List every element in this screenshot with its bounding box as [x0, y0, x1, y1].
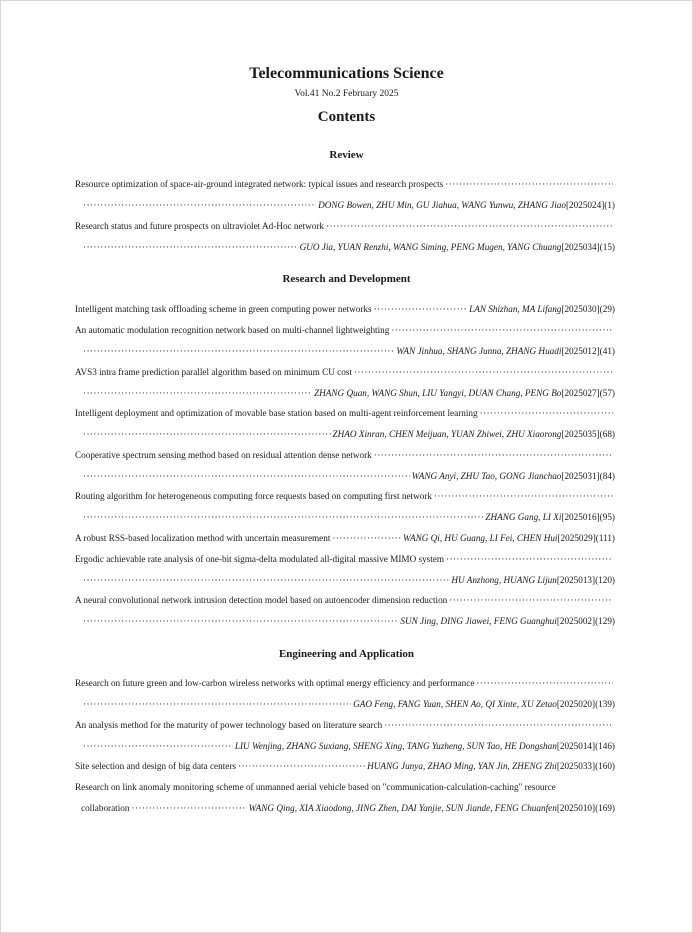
dot-leader [131, 802, 246, 814]
toc-entry[interactable] [75, 719, 615, 761]
dot-leader [83, 387, 312, 399]
entry-title[interactable]: Cooperative spectrum sensing method based on residual attention dense network [75, 450, 372, 460]
toc-entry[interactable] [75, 324, 615, 366]
dot-leader [374, 303, 468, 315]
entry-code: [2025012](41) [561, 346, 615, 356]
toc-entry[interactable] [75, 553, 615, 595]
entry-title[interactable]: An automatic modulation recognition network based on multi-channel lightweighting [75, 325, 390, 335]
entry-code: [2025020](139) [556, 699, 615, 709]
entry-authors: HUANG Junya, ZHAO Ming, YAN Jin, ZHENG Zhi [367, 761, 557, 771]
dot-leader [238, 760, 365, 772]
entry-code: [2025031](84) [561, 471, 615, 481]
toc-entry[interactable] [75, 594, 615, 636]
toc-entry[interactable] [75, 490, 615, 532]
toc-entry[interactable] [75, 407, 615, 449]
entry-authors: LIU Wenjing, ZHANG Suxiang, SHENG Xing, TANG Yuzheng, SUN Tao, HE Dongshan [234, 741, 557, 751]
dot-leader [83, 345, 394, 357]
entry-authors: GUO Jia, YUAN Renzhi, WANG Siming, PENG Mugen, YANG Chuang [299, 242, 562, 252]
entry-code: [2025002](129) [556, 616, 615, 626]
entry-title[interactable]: Resource optimization of space-air-ground integrated network: typical issues and research prospects [75, 179, 444, 189]
entry-title[interactable]: Research on future green and low-carbon wireless networks with optimal energy efficiency and performance [75, 678, 475, 688]
entry-title[interactable]: AVS3 intra frame prediction parallel algorithm based on minimum CU cost [75, 367, 352, 377]
dot-leader [384, 719, 613, 731]
toc-entry[interactable] [75, 220, 615, 262]
dot-leader [83, 428, 331, 440]
toc-entry[interactable] [75, 178, 615, 220]
dot-leader [480, 407, 613, 419]
dot-leader [326, 220, 613, 232]
entry-code: [2025013](120) [556, 575, 615, 585]
dot-leader [83, 615, 398, 627]
toc-entry[interactable] [75, 532, 615, 553]
dot-leader [354, 366, 613, 378]
entry-title[interactable]: Intelligent deployment and optimization of movable base station based on multi-agent reinforcement learning [75, 408, 478, 418]
toc-entry[interactable] [75, 760, 615, 781]
entry-title[interactable]: Research status and future prospects on ultraviolet Ad-Hoc network [75, 221, 325, 231]
entry-authors: ZHANG Gang, LI Xi [485, 512, 562, 522]
entry-title[interactable]: Routing algorithm for heterogeneous computing force requests based on computing first network [75, 491, 432, 501]
dot-leader [374, 449, 613, 461]
contents-title: Contents [317, 109, 376, 125]
entry-title[interactable]: A neural convolutional network intrusion detection model based on autoencoder dimension reduction [75, 595, 448, 605]
dot-leader [445, 178, 613, 190]
section-heading-engineering-application: Engineering and Application [278, 648, 415, 660]
entry-title-line1[interactable]: Research on link anomaly monitoring scheme of unmanned aerial vehicle based on "communication-calculation-caching" resource [75, 782, 556, 792]
entry-code: [2025029](111) [557, 533, 615, 543]
entry-code: [2025014](146) [556, 741, 615, 751]
toc-entry[interactable] [75, 449, 615, 491]
entry-authors: ZHAO Xinran, CHEN Meijuan, YUAN Zhiwei, ZHU Xiaorong [332, 429, 562, 439]
entry-title[interactable]: Site selection and design of big data centers [75, 761, 236, 771]
dot-leader [449, 594, 613, 606]
dot-leader [391, 324, 613, 336]
entry-title[interactable]: A robust RSS-based localization method with uncertain measurement [75, 533, 331, 543]
dot-leader [434, 490, 613, 502]
dot-leader [83, 698, 351, 710]
entry-code: [2025034](15) [561, 242, 615, 252]
entry-authors: HU Anzhong, HUANG Lijun [451, 575, 557, 585]
dot-leader [332, 532, 401, 544]
dot-leader [83, 740, 233, 752]
entry-authors: WANG Anyi, ZHU Tao, GONG Jianchao [411, 471, 562, 481]
dot-leader [83, 241, 298, 253]
dot-leader [83, 470, 410, 482]
entry-title[interactable]: An analysis method for the maturity of power technology based on literature search [75, 720, 383, 730]
entry-title[interactable]: Ergodic achievable rate analysis of one-bit sigma-delta modulated all-digital massive MIMO system [75, 554, 445, 564]
dot-leader [476, 677, 613, 689]
journal-title: Telecommunications Science [249, 65, 444, 82]
toc-entry[interactable] [75, 366, 615, 408]
entry-title-line2[interactable]: collaboration [81, 803, 130, 813]
dot-leader [446, 553, 613, 565]
dot-leader [83, 574, 449, 586]
entry-code: [2025035](68) [561, 429, 615, 439]
toc-entry[interactable] [75, 303, 615, 324]
entry-title[interactable]: Intelligent matching task offloading scheme in green computing power networks [75, 304, 372, 314]
entry-authors: WANG Qing, XIA Xiaodong, JING Zhen, DAI Yanjie, SUN Jiande, FENG Chuanfen [248, 803, 557, 813]
entry-code: [2025024](1) [566, 200, 615, 210]
entry-authors: WAN Jinhua, SHANG Junna, ZHANG Huadi [396, 346, 562, 356]
dot-leader [83, 199, 316, 211]
entry-code: [2025033](160) [556, 761, 615, 771]
entry-authors: WANG Qi, HU Guang, LI Fei, CHEN Hui [402, 533, 558, 543]
entry-authors: ZHANG Quan, WANG Shun, LIU Yangyi, DUAN Chang, PENG Bo [314, 388, 562, 398]
entry-code: [2025030](29) [561, 304, 615, 314]
dot-leader [83, 511, 483, 523]
entry-authors: GAO Feng, FANG Yuan, SHEN Ao, QI Xinte, XU Zetao [353, 699, 557, 709]
entry-code: [2025010](169) [556, 803, 615, 813]
entry-code: [2025016](95) [561, 512, 615, 522]
section-heading-research-development: Research and Development [282, 273, 411, 285]
entry-authors: DONG Bowen, ZHU Min, GU Jiahua, WANG Yunwu, ZHANG Jiao [318, 200, 566, 210]
toc-entry[interactable] [75, 781, 615, 823]
entry-authors: LAN Shizhan, MA Lifang [469, 304, 562, 314]
entry-authors: SUN Jing, DING Jiawei, FENG Guanghui [400, 616, 557, 626]
toc-entry[interactable] [75, 677, 615, 719]
entry-code: [2025027](57) [561, 388, 615, 398]
issue-line: Vol.41 No.2 February 2025 [294, 89, 399, 99]
section-heading-review: Review [329, 149, 364, 161]
